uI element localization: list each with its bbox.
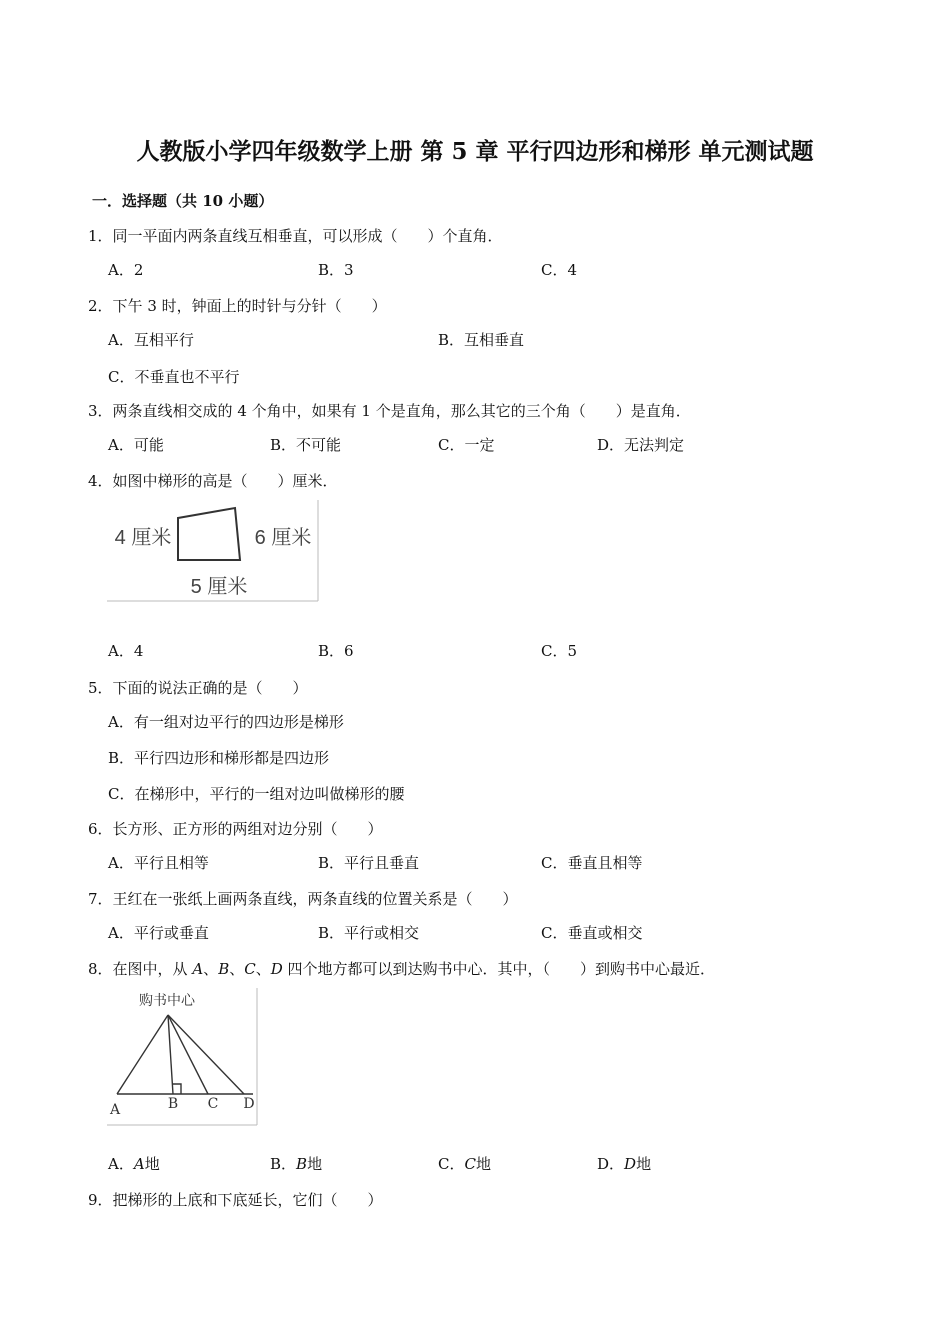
- question-text-part: 四个地方都可以到达购书中心．其中，（ ）到购书中心最近．: [282, 960, 716, 978]
- option-suffix: 地: [307, 1155, 323, 1173]
- bookstore-label: 购书中心: [139, 992, 195, 1008]
- question-1: [88, 225, 503, 246]
- question-text: 长方形、正方形的两组对边分别（ ）: [112, 820, 383, 838]
- option-b[interactable]: B．互相垂直: [438, 331, 525, 349]
- bottom-side-label: 5 厘米: [190, 576, 248, 598]
- question-text: 把梯形的上底和下底延长，它们（ ）: [112, 1191, 383, 1209]
- section-heading: 一．选择题（共 10 小题）: [92, 192, 274, 210]
- question-2: [88, 295, 387, 316]
- option-b[interactable]: B．3: [318, 261, 354, 279]
- option-suffix: 地: [144, 1155, 160, 1173]
- point-c-var: C: [244, 960, 256, 978]
- option-a[interactable]: A．平行或垂直: [108, 924, 209, 942]
- option-a[interactable]: A．平行且相等: [108, 854, 209, 872]
- option-c[interactable]: [438, 1153, 491, 1174]
- option-var: B: [296, 1155, 308, 1173]
- option-a[interactable]: A．有一组对边平行的四边形是梯形: [108, 713, 344, 731]
- question-text-part: 在图中，从: [112, 960, 193, 978]
- option-var: C: [464, 1155, 476, 1173]
- option-b[interactable]: B．6: [318, 642, 354, 660]
- point-d-var: D: [270, 960, 283, 978]
- question-7: [88, 888, 518, 909]
- question-number: 9．: [88, 1191, 113, 1209]
- question-text: 下午 3 时，钟面上的时针与分针（ ）: [112, 297, 387, 315]
- question-number: 7．: [88, 890, 113, 908]
- right-side-label: 6 厘米: [254, 527, 312, 549]
- option-a[interactable]: A．可能: [108, 436, 164, 454]
- point-d-label: D: [243, 1096, 255, 1112]
- trapezoid-figure: [107, 500, 321, 604]
- question-text-part: 、: [255, 960, 271, 978]
- option-suffix: 地: [636, 1155, 652, 1173]
- question-number: 2．: [88, 297, 113, 315]
- question-number: 4．: [88, 472, 113, 490]
- question-text: 同一平面内两条直线互相垂直，可以形成（ ）个直角．: [112, 227, 503, 245]
- option-prefix: D．: [597, 1155, 625, 1173]
- question-5: [88, 677, 308, 698]
- option-var: A: [133, 1155, 145, 1173]
- question-3: [88, 400, 691, 421]
- option-a[interactable]: [108, 1153, 160, 1174]
- option-b[interactable]: B．平行或相交: [318, 924, 420, 942]
- option-prefix: B．: [270, 1155, 297, 1173]
- option-c[interactable]: C．垂直或相交: [541, 924, 643, 942]
- option-b[interactable]: B．平行且垂直: [318, 854, 420, 872]
- option-c[interactable]: C．4: [541, 261, 578, 279]
- question-number: 3．: [88, 402, 113, 420]
- question-text-part: 、: [203, 960, 219, 978]
- option-c[interactable]: C．不垂直也不平行: [108, 368, 240, 386]
- option-prefix: A．: [108, 1155, 134, 1173]
- point-a-label: A: [109, 1102, 121, 1118]
- question-text: 如图中梯形的高是（ ）厘米．: [112, 472, 338, 490]
- question-9: [88, 1189, 383, 1210]
- option-prefix: C．: [438, 1155, 465, 1173]
- question-text: 王红在一张纸上画两条直线，两条直线的位置关系是（ ）: [112, 890, 518, 908]
- option-suffix: 地: [475, 1155, 491, 1173]
- point-a-var: A: [192, 960, 204, 978]
- question-number: 6．: [88, 820, 113, 838]
- question-text: 下面的说法正确的是（ ）: [112, 679, 308, 697]
- option-d[interactable]: D．无法判定: [597, 436, 685, 454]
- option-c[interactable]: C．一定: [438, 436, 495, 454]
- option-d[interactable]: [597, 1153, 651, 1174]
- option-var: D: [624, 1155, 637, 1173]
- option-c[interactable]: C．垂直且相等: [541, 854, 643, 872]
- question-8: [88, 958, 715, 979]
- point-c-label: C: [207, 1096, 219, 1112]
- question-text-part: 、: [229, 960, 245, 978]
- question-number: 5．: [88, 679, 113, 697]
- option-b[interactable]: B．平行四边形和梯形都是四边形: [108, 749, 330, 767]
- left-side-label: 4 厘米: [114, 527, 172, 549]
- question-text: 两条直线相交成的 4 个角中，如果有 1 个是直角，那么其它的三个角（ ）是直角．: [112, 402, 691, 420]
- option-a[interactable]: A．互相平行: [108, 331, 194, 349]
- question-6: [88, 818, 383, 839]
- option-a[interactable]: A．4: [108, 642, 144, 660]
- option-a[interactable]: A．2: [108, 261, 144, 279]
- question-number: 1．: [88, 227, 113, 245]
- option-c[interactable]: C．5: [541, 642, 578, 660]
- point-b-label: B: [167, 1096, 179, 1112]
- question-number: 8．: [88, 960, 113, 978]
- option-c[interactable]: C．在梯形中，平行的一组对边叫做梯形的腰: [108, 785, 405, 803]
- bookstore-figure: [107, 988, 260, 1128]
- option-b[interactable]: B．不可能: [270, 436, 342, 454]
- point-b-var: B: [218, 960, 230, 978]
- question-4: [88, 470, 338, 491]
- page-title: 人教版小学四年级数学上册 第 5 章 平行四边形和梯形 单元测试题: [136, 138, 814, 165]
- option-b[interactable]: [270, 1153, 322, 1174]
